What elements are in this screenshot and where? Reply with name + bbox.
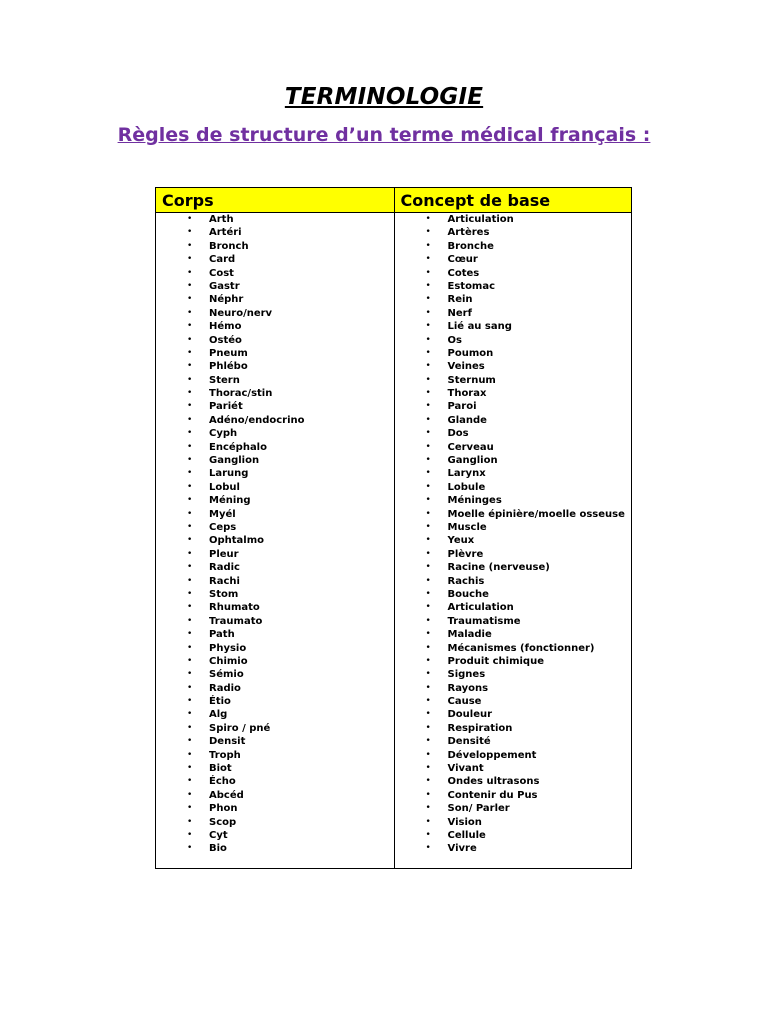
bullet-icon: • — [425, 829, 431, 840]
column-corps — [156, 188, 394, 868]
concept-term: Rachis — [447, 575, 485, 587]
concept-item — [395, 802, 632, 815]
bullet-icon: • — [425, 629, 431, 640]
corps-item — [156, 722, 394, 735]
corps-term: Neuro/nerv — [209, 307, 273, 319]
bullet-icon: • — [187, 548, 193, 559]
bullet-icon: • — [425, 267, 431, 278]
concept-term: Estomac — [447, 280, 496, 292]
corps-term: Sémio — [209, 669, 244, 681]
list-corps — [156, 213, 394, 856]
corps-item — [156, 521, 394, 534]
corps-term: Artéri — [209, 227, 242, 239]
bullet-icon: • — [187, 307, 193, 318]
bullet-icon: • — [187, 749, 193, 760]
corps-item — [156, 642, 394, 655]
corps-item — [156, 829, 394, 842]
concept-item — [395, 775, 632, 788]
corps-term: Phlébo — [209, 361, 248, 373]
bullet-icon: • — [187, 763, 193, 774]
bullet-icon: • — [187, 803, 193, 814]
corps-term: Stom — [209, 588, 239, 600]
bullet-icon: • — [425, 736, 431, 747]
corps-term: Écho — [209, 776, 236, 788]
corps-term: Pleur — [209, 548, 239, 560]
concept-item — [395, 561, 632, 574]
bullet-icon: • — [425, 455, 431, 466]
corps-term: Cyt — [209, 829, 228, 841]
corps-term: Thorac/stin — [209, 388, 273, 400]
corps-item — [156, 481, 394, 494]
concept-term: Os — [447, 334, 462, 346]
concept-term: Contenir du Pus — [447, 789, 538, 801]
bullet-icon: • — [187, 722, 193, 733]
corps-term: Phon — [209, 803, 238, 815]
concept-item — [395, 521, 632, 534]
bullet-icon: • — [425, 575, 431, 586]
concept-item — [395, 628, 632, 641]
bullet-icon: • — [187, 696, 193, 707]
concept-term: Signes — [447, 669, 486, 681]
bullet-icon: • — [425, 495, 431, 506]
concept-item — [395, 253, 632, 266]
bullet-icon: • — [187, 267, 193, 278]
concept-term: Poumon — [447, 347, 494, 359]
concept-term: Larynx — [447, 468, 486, 480]
concept-term: Vivre — [447, 843, 477, 855]
concept-term: Paroi — [447, 401, 477, 413]
concept-item — [395, 722, 632, 735]
corps-term: Pariét — [209, 401, 243, 413]
corps-item — [156, 708, 394, 721]
corps-term: Traumato — [209, 615, 263, 627]
corps-term: Troph — [209, 749, 241, 761]
corps-term: Ophtalmo — [209, 535, 265, 547]
corps-item — [156, 548, 394, 561]
concept-item — [395, 829, 632, 842]
corps-item — [156, 427, 394, 440]
concept-term: Veines — [447, 361, 485, 373]
concept-item — [395, 588, 632, 601]
corps-item — [156, 695, 394, 708]
concept-term: Plèvre — [447, 548, 484, 560]
bullet-icon: • — [187, 535, 193, 546]
bullet-icon: • — [187, 428, 193, 439]
header-corps: Corps — [156, 188, 394, 213]
corps-item — [156, 561, 394, 574]
corps-term: Biot — [209, 763, 232, 775]
bullet-icon: • — [425, 508, 431, 519]
concept-item — [395, 508, 632, 521]
corps-item — [156, 400, 394, 413]
header-concept-de-base: Concept de base — [395, 188, 632, 213]
concept-term: Sternum — [447, 374, 496, 386]
concept-item — [395, 267, 632, 280]
concept-item — [395, 280, 632, 293]
concept-item — [395, 695, 632, 708]
corps-term: Ostéo — [209, 334, 242, 346]
corps-term: Chimio — [209, 655, 248, 667]
bullet-icon: • — [187, 682, 193, 693]
corps-item — [156, 575, 394, 588]
bullet-icon: • — [187, 562, 193, 573]
corps-item — [156, 414, 394, 427]
concept-term: Nerf — [447, 307, 472, 319]
corps-term: Larung — [209, 468, 249, 480]
corps-term: Radio — [209, 682, 241, 694]
concept-item — [395, 334, 632, 347]
concept-term: Méninges — [447, 495, 502, 507]
corps-term: Cost — [209, 267, 234, 279]
corps-term: Adéno/endocrino — [209, 414, 305, 426]
bullet-icon: • — [425, 763, 431, 774]
bullet-icon: • — [187, 776, 193, 787]
bullet-icon: • — [187, 508, 193, 519]
concept-term: Artères — [447, 227, 490, 239]
bullet-icon: • — [187, 280, 193, 291]
concept-item — [395, 427, 632, 440]
concept-term: Thorax — [447, 388, 487, 400]
concept-item — [395, 414, 632, 427]
corps-item — [156, 615, 394, 628]
concept-item — [395, 441, 632, 454]
bullet-icon: • — [187, 240, 193, 251]
bullet-icon: • — [187, 521, 193, 532]
bullet-icon: • — [425, 669, 431, 680]
bullet-icon: • — [187, 843, 193, 854]
bullet-icon: • — [425, 468, 431, 479]
concept-term: Respiration — [447, 722, 513, 734]
concept-item — [395, 226, 632, 239]
corps-term: Card — [209, 254, 236, 266]
corps-item — [156, 280, 394, 293]
corps-term: Alg — [209, 709, 228, 721]
corps-item — [156, 668, 394, 681]
bullet-icon: • — [425, 588, 431, 599]
corps-item — [156, 267, 394, 280]
bullet-icon: • — [425, 789, 431, 800]
bullet-icon: • — [425, 214, 431, 224]
bullet-icon: • — [187, 588, 193, 599]
bullet-icon: • — [187, 481, 193, 492]
document-subtitle: Règles de structure d’un terme médical français : — [117, 124, 651, 146]
corps-item — [156, 454, 394, 467]
bullet-icon: • — [425, 655, 431, 666]
bullet-icon: • — [187, 441, 193, 452]
concept-item — [395, 615, 632, 628]
corps-item — [156, 682, 394, 695]
bullet-icon: • — [187, 829, 193, 840]
concept-term: Densité — [447, 736, 491, 748]
concept-item — [395, 789, 632, 802]
concept-item — [395, 749, 632, 762]
bullet-icon: • — [187, 334, 193, 345]
corps-term: Étio — [209, 696, 231, 708]
bullet-icon: • — [425, 642, 431, 653]
concept-item — [395, 213, 632, 226]
concept-item — [395, 575, 632, 588]
corps-term: Lobul — [209, 481, 240, 493]
concept-item — [395, 762, 632, 775]
corps-item — [156, 628, 394, 641]
corps-term: Pneum — [209, 347, 248, 359]
concept-item — [395, 481, 632, 494]
bullet-icon: • — [187, 347, 193, 358]
corps-item — [156, 374, 394, 387]
concept-item — [395, 642, 632, 655]
bullet-icon: • — [187, 615, 193, 626]
bullet-icon: • — [425, 347, 431, 358]
concept-item — [395, 360, 632, 373]
bullet-icon: • — [187, 294, 193, 305]
corps-term: Cyph — [209, 428, 238, 440]
concept-term: Cotes — [447, 267, 480, 279]
bullet-icon: • — [425, 696, 431, 707]
concept-term: Yeux — [447, 535, 475, 547]
corps-item — [156, 347, 394, 360]
corps-term: Bio — [209, 843, 227, 855]
bullet-icon: • — [187, 321, 193, 332]
bullet-icon: • — [425, 776, 431, 787]
concept-item — [395, 842, 632, 855]
corps-term: Stern — [209, 374, 240, 386]
corps-term: Spiro / pné — [209, 722, 271, 734]
corps-item — [156, 655, 394, 668]
corps-item — [156, 441, 394, 454]
concept-item — [395, 668, 632, 681]
bullet-icon: • — [187, 602, 193, 613]
list-concept — [395, 213, 632, 856]
concept-term: Bouche — [447, 588, 489, 600]
concept-item — [395, 320, 632, 333]
bullet-icon: • — [425, 441, 431, 452]
corps-item — [156, 213, 394, 226]
bullet-icon: • — [425, 401, 431, 412]
corps-term: Densit — [209, 736, 246, 748]
concept-term: Glande — [447, 414, 487, 426]
concept-term: Maladie — [447, 629, 492, 641]
corps-item — [156, 307, 394, 320]
bullet-icon: • — [187, 468, 193, 479]
bullet-icon: • — [187, 227, 193, 238]
bullet-icon: • — [187, 495, 193, 506]
corps-term: Rachi — [209, 575, 240, 587]
bullet-icon: • — [425, 334, 431, 345]
bullet-icon: • — [425, 361, 431, 372]
corps-item — [156, 842, 394, 855]
concept-term: Cellule — [447, 829, 486, 841]
bullet-icon: • — [187, 388, 193, 399]
document-title: TERMINOLOGIE — [284, 84, 484, 110]
concept-term: Développement — [447, 749, 537, 761]
bullet-icon: • — [425, 374, 431, 385]
concept-term: Bronche — [447, 240, 494, 252]
bullet-icon: • — [425, 803, 431, 814]
bullet-icon: • — [425, 709, 431, 720]
bullet-icon: • — [187, 789, 193, 800]
corps-term: Ceps — [209, 521, 237, 533]
concept-item — [395, 347, 632, 360]
bullet-icon: • — [425, 548, 431, 559]
bullet-icon: • — [187, 414, 193, 425]
bullet-icon: • — [187, 816, 193, 827]
corps-term: Bronch — [209, 240, 249, 252]
bullet-icon: • — [425, 749, 431, 760]
concept-term: Racine (nerveuse) — [447, 562, 550, 574]
concept-term: Dos — [447, 428, 469, 440]
bullet-icon: • — [187, 709, 193, 720]
corps-item — [156, 588, 394, 601]
corps-term: Ganglion — [209, 455, 260, 467]
bullet-icon: • — [425, 602, 431, 613]
corps-item — [156, 735, 394, 748]
concept-term: Cerveau — [447, 441, 494, 453]
bullet-icon: • — [187, 655, 193, 666]
corps-term: Hémo — [209, 321, 242, 333]
concept-term: Ondes ultrasons — [447, 776, 540, 788]
corps-item — [156, 320, 394, 333]
bullet-icon: • — [425, 481, 431, 492]
corps-item — [156, 601, 394, 614]
corps-item — [156, 802, 394, 815]
corps-term: Gastr — [209, 280, 240, 292]
corps-item — [156, 360, 394, 373]
bullet-icon: • — [425, 388, 431, 399]
bullet-icon: • — [187, 254, 193, 265]
corps-item — [156, 494, 394, 507]
bullet-icon: • — [425, 254, 431, 265]
corps-term: Arth — [209, 214, 234, 225]
bullet-icon: • — [187, 669, 193, 680]
bullet-icon: • — [425, 615, 431, 626]
corps-item — [156, 253, 394, 266]
concept-term: Douleur — [447, 709, 493, 721]
concept-item — [395, 601, 632, 614]
concept-item — [395, 467, 632, 480]
concept-item — [395, 400, 632, 413]
concept-term: Son/ Parler — [447, 803, 510, 815]
corps-term: Physio — [209, 642, 247, 654]
concept-term: Traumatisme — [447, 615, 521, 627]
bullet-icon: • — [425, 428, 431, 439]
concept-term: Articulation — [447, 602, 514, 614]
concept-item — [395, 374, 632, 387]
corps-term: Abcéd — [209, 789, 244, 801]
concept-item — [395, 708, 632, 721]
corps-item — [156, 762, 394, 775]
concept-item — [395, 816, 632, 829]
concept-term: Rayons — [447, 682, 489, 694]
corps-item — [156, 240, 394, 253]
corps-item — [156, 508, 394, 521]
bullet-icon: • — [187, 374, 193, 385]
bullet-icon: • — [425, 307, 431, 318]
corps-term: Encéphalo — [209, 441, 267, 453]
concept-item — [395, 655, 632, 668]
corps-item — [156, 816, 394, 829]
corps-term: Myél — [209, 508, 236, 520]
corps-term: Scop — [209, 816, 237, 828]
corps-term: Méning — [209, 495, 251, 507]
concept-item — [395, 454, 632, 467]
corps-item — [156, 789, 394, 802]
corps-item — [156, 749, 394, 762]
corps-item — [156, 293, 394, 306]
concept-term: Moelle épinière/moelle osseuse — [447, 508, 625, 520]
column-concept — [394, 188, 632, 868]
bullet-icon: • — [425, 321, 431, 332]
concept-term: Cœur — [447, 254, 478, 266]
bullet-icon: • — [425, 294, 431, 305]
concept-item — [395, 682, 632, 695]
concept-item — [395, 387, 632, 400]
bullet-icon: • — [187, 642, 193, 653]
corps-item — [156, 334, 394, 347]
concept-term: Cause — [447, 696, 482, 708]
bullet-icon: • — [425, 816, 431, 827]
corps-item — [156, 775, 394, 788]
terminology-table — [155, 187, 632, 869]
bullet-icon: • — [187, 455, 193, 466]
bullet-icon: • — [425, 722, 431, 733]
corps-item — [156, 387, 394, 400]
concept-item — [395, 307, 632, 320]
bullet-icon: • — [425, 414, 431, 425]
concept-term: Articulation — [447, 214, 514, 225]
concept-term: Muscle — [447, 521, 487, 533]
bullet-icon: • — [425, 521, 431, 532]
concept-term: Vision — [447, 816, 482, 828]
bullet-icon: • — [425, 240, 431, 251]
bullet-icon: • — [425, 535, 431, 546]
corps-term: Néphr — [209, 294, 244, 306]
concept-term: Mécanismes (fonctionner) — [447, 642, 595, 654]
bullet-icon: • — [187, 736, 193, 747]
concept-term: Rein — [447, 294, 473, 306]
concept-item — [395, 293, 632, 306]
bullet-icon: • — [187, 214, 193, 224]
concept-term: Vivant — [447, 763, 484, 775]
bullet-icon: • — [425, 843, 431, 854]
concept-term: Produit chimique — [447, 655, 544, 667]
corps-term: Rhumato — [209, 602, 260, 614]
concept-item — [395, 534, 632, 547]
concept-item — [395, 548, 632, 561]
bullet-icon: • — [187, 575, 193, 586]
concept-item — [395, 735, 632, 748]
bullet-icon: • — [425, 682, 431, 693]
bullet-icon: • — [425, 562, 431, 573]
concept-term: Ganglion — [447, 455, 498, 467]
corps-item — [156, 467, 394, 480]
concept-term: Lobule — [447, 481, 486, 493]
corps-item — [156, 534, 394, 547]
bullet-icon: • — [187, 629, 193, 640]
corps-item — [156, 226, 394, 239]
concept-item — [395, 240, 632, 253]
bullet-icon: • — [425, 227, 431, 238]
corps-term: Path — [209, 629, 235, 641]
corps-term: Radic — [209, 562, 240, 574]
bullet-icon: • — [187, 361, 193, 372]
bullet-icon: • — [425, 280, 431, 291]
concept-term: Lié au sang — [447, 321, 512, 333]
concept-item — [395, 494, 632, 507]
bullet-icon: • — [187, 401, 193, 412]
